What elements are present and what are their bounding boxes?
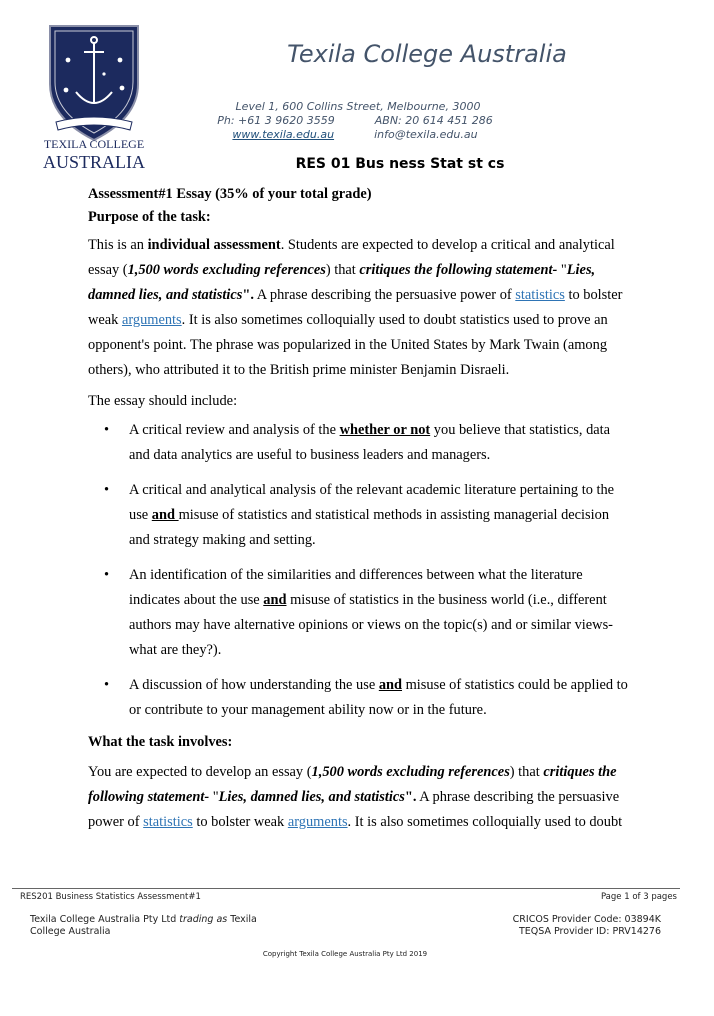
text: misuse of statistics in the business world (i.e., different authors may have alternative opinions or views on the topic(s) and or similar views- what are they?). <box>129 592 613 658</box>
text: An identification of the similarities and differences between what the literature indicates about the use <box>129 567 583 608</box>
footer-divider <box>12 888 680 889</box>
website-link[interactable]: www.texila.edu.au <box>232 128 335 141</box>
text: to bolster weak <box>192 814 288 830</box>
bullet-icon: • <box>104 422 110 438</box>
web-email-line <box>150 128 560 141</box>
list-item <box>88 563 628 663</box>
college-title: Texila College Australia <box>287 40 567 68</box>
bullet-icon: • <box>104 482 110 498</box>
text: ) that <box>509 764 544 780</box>
text: to bolster weak <box>88 287 623 328</box>
teqsa-id: TEQSA Provider ID: PRV14276 <box>518 926 661 937</box>
text: You are expected to develop an essay ( <box>88 764 312 780</box>
text: A critical and analytical analysis of the relevant academic literature pertaining to the use <box>129 482 615 523</box>
text: . It is also sometimes colloquially used to doubt statistics used to prove an opponent's point. The phrase was popularized in the United States by Mark Twain (among others), who attributed it to the British prime minister Benjamin Disraeli. <box>88 312 608 378</box>
text: ) that <box>325 262 360 278</box>
text-emphasis: and <box>151 507 179 523</box>
purpose-heading: Purpose of the task: <box>88 209 211 225</box>
text-bold: individual assessment <box>147 237 281 253</box>
include-intro: The essay should include: <box>88 393 238 409</box>
text: A discussion of how understanding the use <box>129 677 379 693</box>
footer-provider-codes <box>513 914 661 938</box>
assessment-heading: Assessment#1 Essay (35% of your total grade) <box>88 186 372 202</box>
text: " <box>212 789 219 805</box>
bullet-icon: • <box>104 677 110 693</box>
text: . It is also sometimes colloquially used to doubt <box>347 814 623 830</box>
bullet-icon: • <box>104 567 110 583</box>
include-list <box>88 418 628 723</box>
quote-text: Lies, damned lies, and statistics <box>88 262 596 303</box>
text: misuse of statistics could be applied to or contribute to your management ability now or in the future. <box>129 677 628 718</box>
text-italic: trading as <box>179 914 228 925</box>
address-line: Level 1, 600 Collins Street, Melbourne, 3000 <box>235 100 481 113</box>
quote-text: Lies, damned lies, and statistics <box>218 789 405 805</box>
footer-document-name: RES201 Business Statistics Assessment#1 <box>20 892 201 902</box>
task-paragraph <box>88 760 628 835</box>
statistics-link[interactable]: statistics <box>515 287 565 303</box>
text-emphasis: whether or not <box>339 422 431 438</box>
text: misuse of statistics and statistical methods in assisting managerial decision and strategy making and setting. <box>129 507 610 548</box>
arguments-link[interactable]: arguments <box>121 312 182 328</box>
text: A phrase describing the persuasive power of <box>253 287 516 303</box>
footer-company <box>30 914 270 938</box>
email: info@texila.edu.au <box>374 128 478 141</box>
footer-copyright: Copyright Texila College Australia Pty Ltd 2019 <box>262 950 428 958</box>
text-bold-italic: critiques the following statement- <box>88 764 617 805</box>
text: A critical review and analysis of the <box>129 422 340 438</box>
cricos-code: CRICOS Provider Code: 03894K <box>512 914 661 925</box>
course-title: RES 01 Bus ness Stat st cs <box>295 156 505 172</box>
phone: Ph: +61 3 9620 3559 <box>217 114 335 127</box>
text-bold-italic: critiques the following statement- <box>359 262 561 278</box>
text: Texila College Australia <box>30 914 257 937</box>
text-bold: ". <box>242 287 254 303</box>
text-bold-italic: 1,500 words excluding references <box>127 262 326 278</box>
footer-page-number: Page 1 of 3 pages <box>600 892 677 902</box>
text-emphasis: and <box>263 592 287 608</box>
purpose-paragraph <box>88 233 628 383</box>
text: This is an <box>88 237 148 253</box>
text: you believe that statistics, data and data analytics are useful to business leaders and managers. <box>129 422 611 463</box>
arguments-link[interactable]: arguments <box>287 814 348 830</box>
contact-line <box>150 114 560 127</box>
text: " <box>560 262 567 278</box>
statistics-link[interactable]: statistics <box>143 814 193 830</box>
task-heading: What the task involves: <box>88 734 233 750</box>
logo-line1: TEXILA COLLEGE <box>43 137 145 151</box>
text: A phrase describing the persuasive power of <box>88 789 620 830</box>
document-body <box>88 186 628 835</box>
text: Texila College Australia Pty Ltd <box>30 914 180 925</box>
text-emphasis: and <box>378 677 403 693</box>
text: . Students are expected to develop a critical and analytical essay ( <box>88 237 615 278</box>
logo-line2: AUSTRALIA <box>43 152 145 172</box>
text-bold: ". <box>404 789 417 805</box>
list-item <box>88 673 628 723</box>
text-bold-italic: 1,500 words excluding references <box>311 764 510 780</box>
list-item <box>88 478 628 553</box>
list-item <box>88 418 628 468</box>
abn: ABN: 20 614 451 286 <box>374 114 493 127</box>
